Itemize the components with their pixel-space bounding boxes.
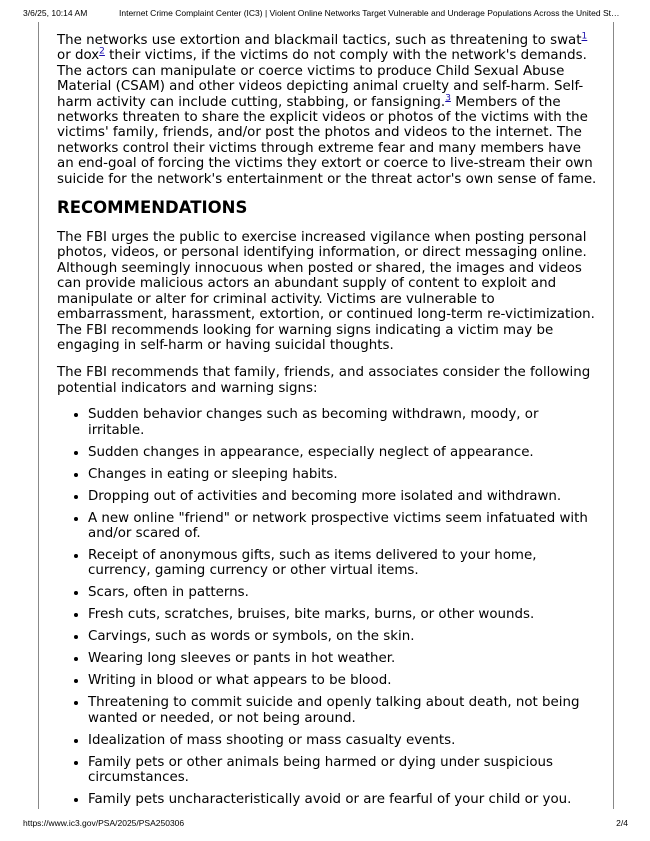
paragraph-text: or dox <box>57 48 100 64</box>
list-item: • Writing in blood or what appears to be blood. <box>88 673 599 688</box>
footnote-link-3[interactable]: 3 <box>445 93 451 104</box>
list-item: • Fresh cuts, scratches, bruises, bite marks, burns, or other wounds. <box>88 607 599 622</box>
list-item: • Idealization of mass shooting or mass casualty events. <box>88 733 599 748</box>
print-footer <box>23 818 628 830</box>
recommendations-heading: RECOMMENDATIONS <box>57 198 248 218</box>
list-item: • Sudden changes in appearance, especially neglect of appearance. <box>88 445 599 460</box>
page-frame-left-border <box>38 22 39 809</box>
paragraph-text: The networks use extortion and blackmail tactics, such as threatening to swat <box>57 33 582 48</box>
list-item: • Receipt of anonymous gifts, such as items delivered to your home, currency, gaming currency or other virtual items. <box>88 548 599 579</box>
list-item: • Scars, often in patterns. <box>88 585 599 600</box>
article-body <box>57 33 599 814</box>
list-item: • Family pets or other animals being harmed or dying under suspicious circumstances. <box>88 755 599 786</box>
list-item: • Family pets uncharacteristically avoid or are fearful of your child or you. <box>88 792 599 807</box>
list-item: • A new online "friend" or network prospective victims seem infatuated with and/or scared of. <box>88 511 599 542</box>
vigilance-paragraph: The FBI urges the public to exercise increased vigilance when posting personal photos, videos, or personal identifying information, or direct messaging online. Although seemingly innocuous when posted or shared, the images and videos can provide malicious actors an abundant supply of content to exploit and manipulate or alter for criminal activity. Victims are vulnerable to embarrassment, harassment, extortion, or continued long-term re-victimization. The FBI recommends looking for warning signs indicating a victim may be engaging in self-harm or having suicidal thoughts. <box>57 230 595 353</box>
extortion-paragraph <box>57 33 599 187</box>
print-page-title: Internet Crime Complaint Center (IC3) | Violent Online Networks Target Vulnerable and Underage Populations Across the United St… <box>119 8 620 18</box>
paragraph-text: Members of the networks threaten to share the explicit videos or photos of the victims with the victims' family, friends, and/or post the photos and videos to the internet. The networks control their victims through extreme fear and many members have an end-goal of forcing the victims they extort or coerce to live-stream their own suicide for the network's entertainment or the threat actor's own sense of fame. <box>57 94 597 187</box>
indicators-intro-paragraph: The FBI recommends that family, friends, and associates consider the following potential indicators and warning signs: <box>57 365 591 396</box>
page-frame-right-border <box>613 22 614 809</box>
print-header <box>23 8 630 20</box>
list-item: • Sudden behavior changes such as becoming withdrawn, moody, or irritable. <box>88 407 599 438</box>
list-item: • Carvings, such as words or symbols, on the skin. <box>88 629 599 644</box>
print-date: 3/6/25, 10:14 AM <box>23 8 88 18</box>
list-item: • Dropping out of activities and becoming more isolated and withdrawn. <box>88 489 599 504</box>
list-item: • Threatening to commit suicide and openly talking about death, not being wanted or needed, or not being around. <box>88 695 599 726</box>
list-item: • Changes in eating or sleeping habits. <box>88 467 599 482</box>
footnote-ref-1 <box>582 32 588 42</box>
page-number: 2/4 <box>616 818 628 828</box>
warning-signs-list <box>57 407 599 807</box>
paragraph-text: their victims, if the victims do not comply with the network's demands. The actors can manipulate or coerce victims to produce Child Sexual Abuse Material (CSAM) and other videos depicting animal cruelty and self-harm. Self-harm activity can include cutting, stabbing, or fansigning. <box>57 48 587 110</box>
list-item: • Wearing long sleeves or pants in hot weather. <box>88 651 599 666</box>
print-url: https://www.ic3.gov/PSA/2025/PSA250306 <box>23 818 185 828</box>
footnote-link-1[interactable]: 1 <box>581 31 588 42</box>
footnote-link-2[interactable]: 2 <box>99 46 105 57</box>
